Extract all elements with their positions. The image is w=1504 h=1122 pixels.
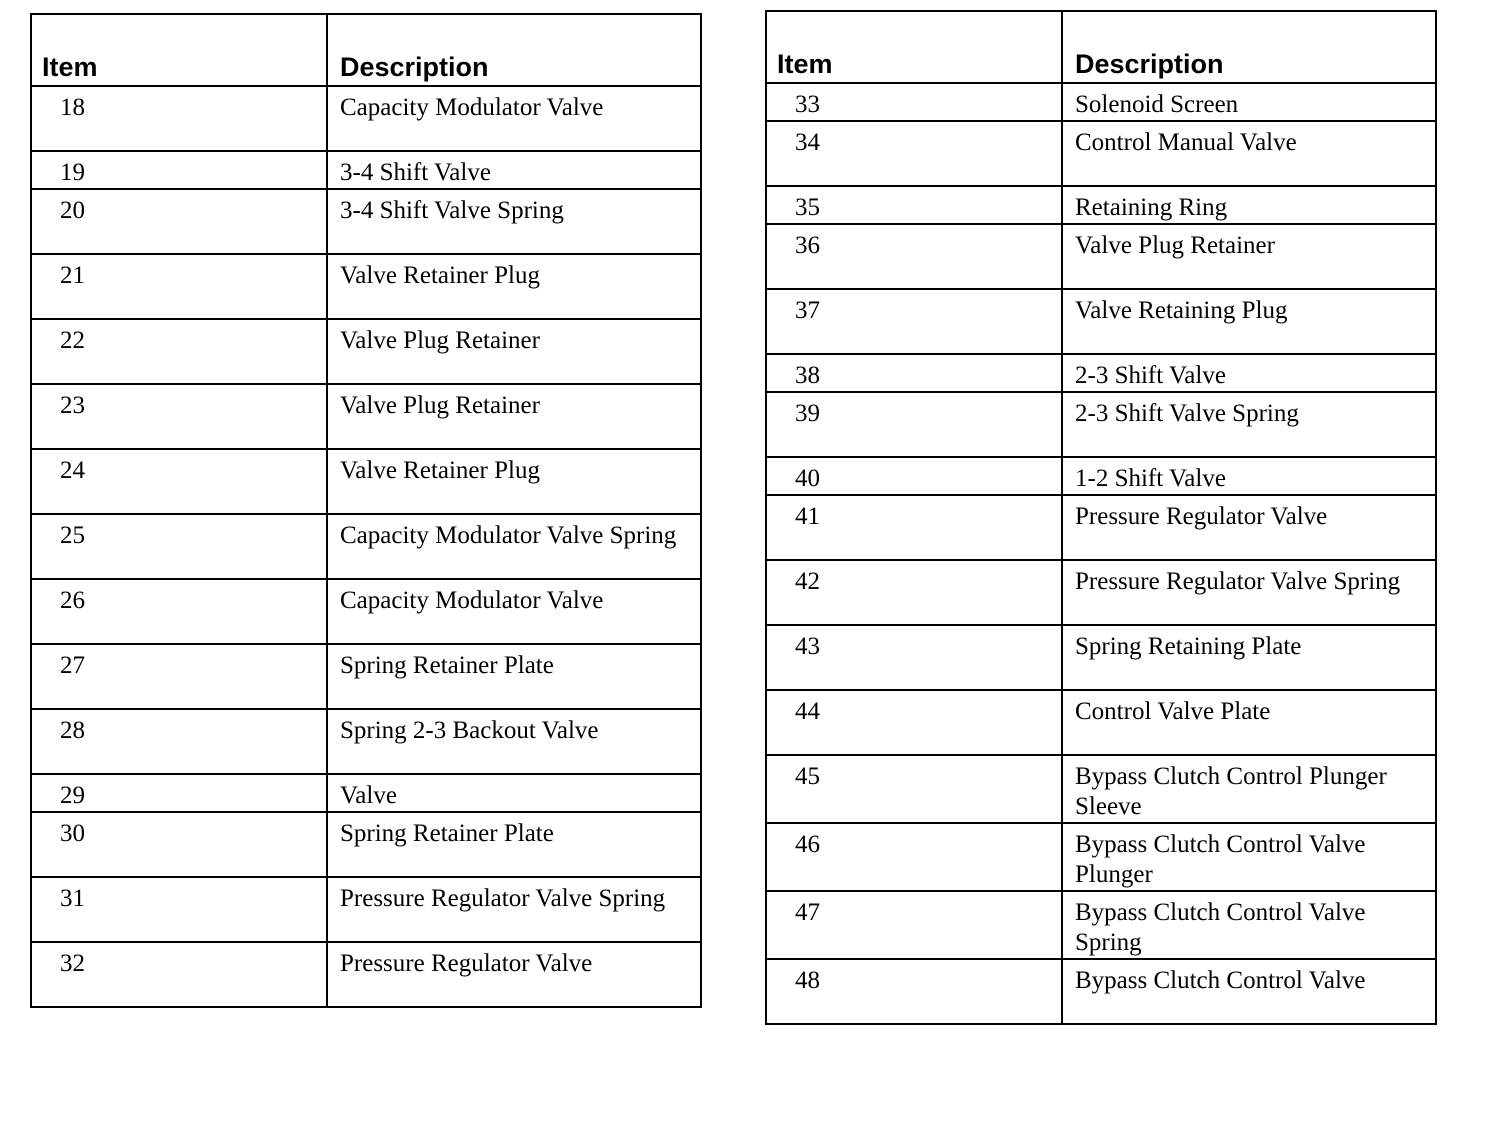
item-number-cell: 39 [766,392,1062,457]
description-cell: 1-2 Shift Valve [1062,457,1436,495]
item-column-header: Item [31,14,327,86]
item-number-cell: 24 [31,449,327,514]
item-number-cell: 23 [31,384,327,449]
description-cell: Spring Retainer Plate [327,644,701,709]
table-body-left [31,86,701,1007]
table-row [766,457,1436,495]
table-row [31,319,701,384]
item-number-cell: 29 [31,774,327,812]
item-number-cell: 36 [766,224,1062,289]
item-number-cell: 38 [766,354,1062,392]
table-header-row [31,14,701,86]
item-number-cell: 44 [766,690,1062,755]
table-row [31,774,701,812]
item-number-cell: 20 [31,189,327,254]
description-cell: Retaining Ring [1062,186,1436,224]
description-cell: Solenoid Screen [1062,83,1436,121]
description-column-header: Description [1062,11,1436,83]
item-number-cell: 46 [766,823,1062,891]
item-number-cell: 42 [766,560,1062,625]
description-cell: Capacity Modulator Valve [327,579,701,644]
table-row [31,877,701,942]
table-row [31,449,701,514]
table-body-right [766,83,1436,1024]
item-number-cell: 41 [766,495,1062,560]
description-cell: Valve [327,774,701,812]
item-number-cell: 25 [31,514,327,579]
table-row [766,121,1436,186]
table-row [31,189,701,254]
table-row [31,86,701,151]
description-cell: Valve Retainer Plug [327,254,701,319]
description-cell: Valve Plug Retainer [1062,224,1436,289]
description-cell: Spring 2-3 Backout Valve [327,709,701,774]
table-row [766,186,1436,224]
item-number-cell: 40 [766,457,1062,495]
description-column-header: Description [327,14,701,86]
table-row [31,942,701,1007]
description-cell: Control Valve Plate [1062,690,1436,755]
description-cell: Capacity Modulator Valve Spring [327,514,701,579]
table-row [31,151,701,189]
item-column-header: Item [766,11,1062,83]
table-row [31,812,701,877]
parts-table-left [30,13,702,1008]
item-number-cell: 48 [766,959,1062,1024]
item-number-cell: 43 [766,625,1062,690]
table-row [31,579,701,644]
item-number-cell: 30 [31,812,327,877]
table-row [766,495,1436,560]
table-row [766,224,1436,289]
table-row [766,690,1436,755]
description-cell: Pressure Regulator Valve [1062,495,1436,560]
table-row [31,644,701,709]
table-header-row [766,11,1436,83]
description-cell: Spring Retaining Plate [1062,625,1436,690]
description-cell: Bypass Clutch Control Plunger Sleeve [1062,755,1436,823]
description-cell: Pressure Regulator Valve Spring [1062,560,1436,625]
description-cell: Capacity Modulator Valve [327,86,701,151]
description-cell: Bypass Clutch Control Valve [1062,959,1436,1024]
parts-table-right [765,10,1437,1025]
item-number-cell: 31 [31,877,327,942]
description-cell: Valve Retainer Plug [327,449,701,514]
item-number-cell: 26 [31,579,327,644]
description-cell: Control Manual Valve [1062,121,1436,186]
description-cell: Pressure Regulator Valve Spring [327,877,701,942]
description-cell: 2-3 Shift Valve Spring [1062,392,1436,457]
item-number-cell: 22 [31,319,327,384]
table-row [766,891,1436,959]
item-number-cell: 28 [31,709,327,774]
table-row [31,254,701,319]
description-cell: Spring Retainer Plate [327,812,701,877]
description-cell: Bypass Clutch Control Valve Spring [1062,891,1436,959]
table-row [766,354,1436,392]
table-row [31,709,701,774]
item-number-cell: 37 [766,289,1062,354]
table-row [766,560,1436,625]
item-number-cell: 19 [31,151,327,189]
item-number-cell: 47 [766,891,1062,959]
description-cell: Valve Plug Retainer [327,319,701,384]
description-cell: 3-4 Shift Valve [327,151,701,189]
item-number-cell: 32 [31,942,327,1007]
description-cell: Valve Plug Retainer [327,384,701,449]
table-row [766,83,1436,121]
item-number-cell: 27 [31,644,327,709]
item-number-cell: 18 [31,86,327,151]
item-number-cell: 21 [31,254,327,319]
description-cell: 2-3 Shift Valve [1062,354,1436,392]
table-row [766,755,1436,823]
table-row [766,392,1436,457]
table-row [766,289,1436,354]
item-number-cell: 34 [766,121,1062,186]
item-number-cell: 45 [766,755,1062,823]
table-row [31,384,701,449]
table-row [31,514,701,579]
description-cell: Bypass Clutch Control Valve Plunger [1062,823,1436,891]
item-number-cell: 33 [766,83,1062,121]
item-number-cell: 35 [766,186,1062,224]
table-row [766,823,1436,891]
description-cell: Valve Retaining Plug [1062,289,1436,354]
table-row [766,959,1436,1024]
table-row [766,625,1436,690]
description-cell: 3-4 Shift Valve Spring [327,189,701,254]
description-cell: Pressure Regulator Valve [327,942,701,1007]
